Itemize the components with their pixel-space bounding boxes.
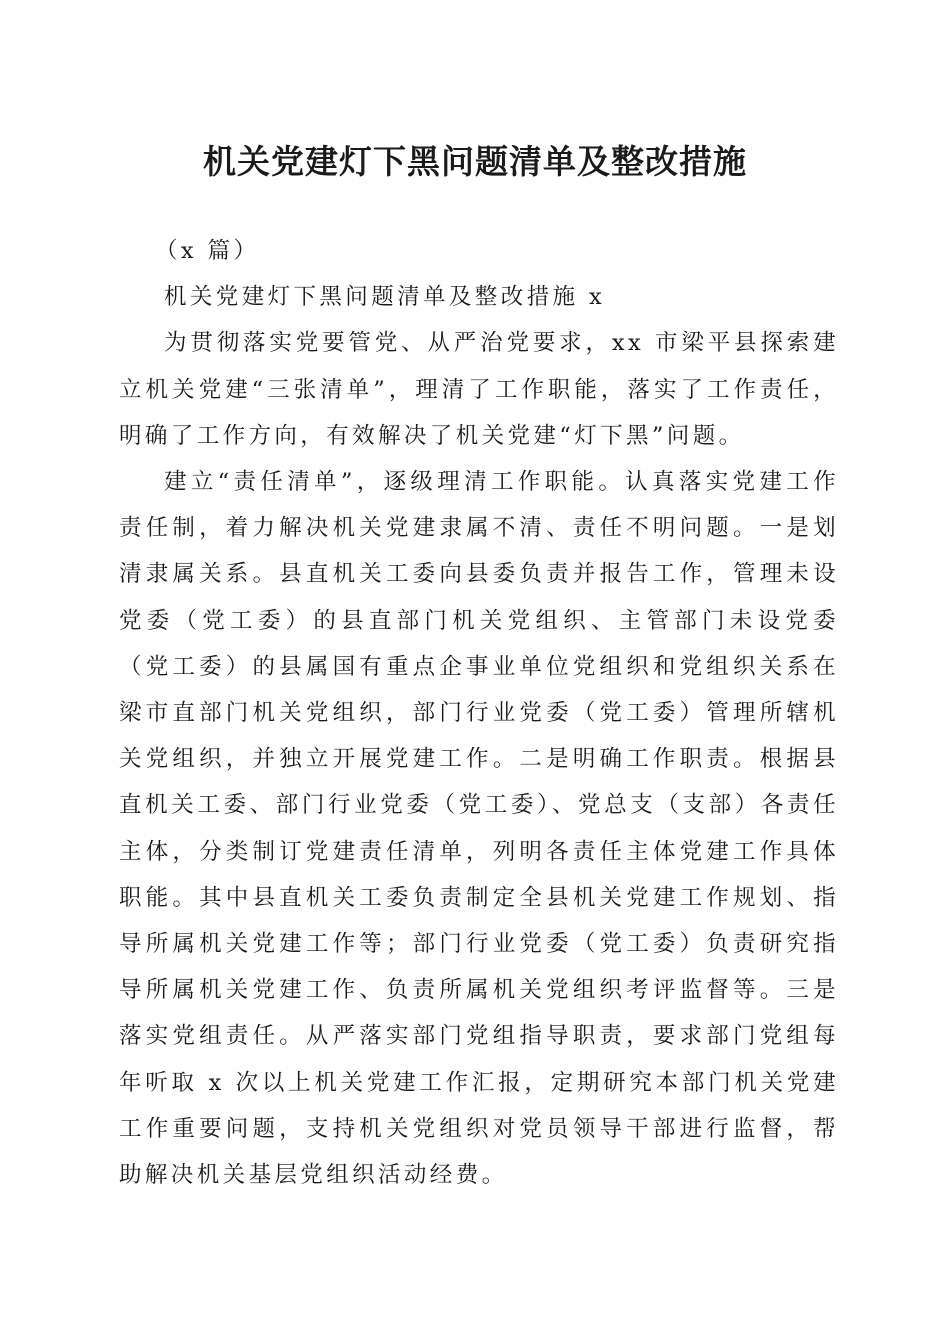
document-body xyxy=(119,228,839,1198)
part-label: （x 篇） xyxy=(155,238,260,264)
intro-paragraph: 为贯彻落实党要管党、从严治党要求，xx 市梁平县探索建立机关党建“三张清单”，理清了工作职能，落实了工作责任，明确了工作方向，有效解决了机关党建“灯下黑”问题。 xyxy=(119,330,839,449)
document-title: 机关党建灯下黑问题清单及整改措施 xyxy=(203,142,747,181)
section-heading: 机关党建灯下黑问题清单及整改措施 x xyxy=(164,284,606,311)
responsibility-list-paragraph: 建立“责任清单”，逐级理清工作职能。认真落实党建工作责任制，着力解决机关党建隶属不清、责任不明问题。一是划清隶属关系。县直机关工委向县委负责并报告工作，管理未设党委（党工委）的县直部门机关党组织、主管部门未设党委（党工委）的县属国有重点企事业单位党组织和党组织关系在梁市直部门机关党组织，部门行业党委（党工委）管理所辖机关党组织，并独立开展党建工作。二是明确工作职责。根据县直机关工委、部门行业党委（党工委）、党总支（支部）各责任主体，分类制订党建责任清单，列明各责任主体党建工作具体职能。其中县直机关工委负责制定全县机关党建工作规划、指导所属机关党建工作等；部门行业党委（党工委）负责研究指导所属机关党建工作、负责所属机关党组织考评监督等。三是落实党组责任。从严落实部门党组指导职责，要求部门党组每年听取 x 次以上机关党建工作汇报，定期研究本部门机关党建工作重要问题，支持机关党组织对党员领导干部进行监督，帮助解决机关基层党组织活动经费。 xyxy=(119,469,839,1189)
